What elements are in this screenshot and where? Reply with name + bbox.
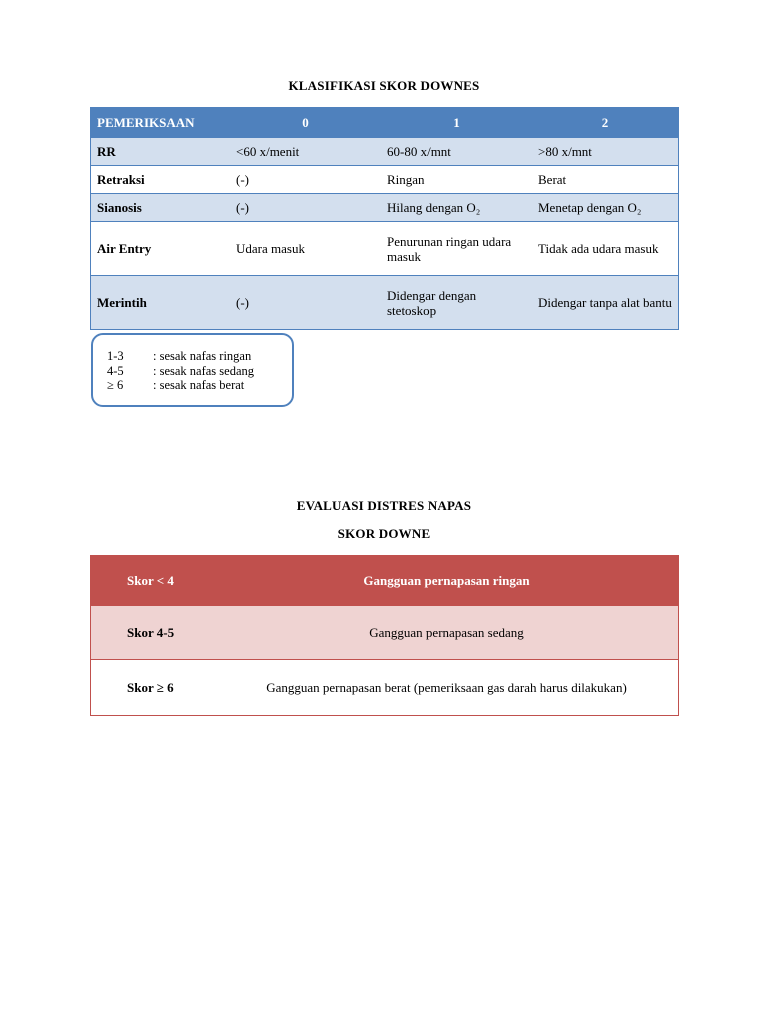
table-cell: Hilang dengan O₂ [387, 199, 481, 215]
legend-item [107, 349, 292, 364]
score-description: Gangguan pernapasan berat (pemeriksaan gas darah harus dilakukan) [266, 679, 627, 695]
table-cell: 60-80 x/mnt [387, 143, 451, 159]
row-label: Retraksi [97, 171, 145, 187]
table-row [91, 165, 678, 193]
header-cell: 1 [453, 114, 460, 130]
row-label: Sianosis [97, 199, 142, 215]
table-row [91, 659, 678, 715]
title-skor-downe: SKOR DOWNE [337, 526, 431, 541]
score-legend-box [91, 333, 294, 407]
row-label: Air Entry [97, 240, 152, 256]
table-cell: Tidak ada udara masuk [538, 241, 659, 256]
table-row [91, 605, 678, 659]
table-cell: Udara masuk [236, 240, 305, 256]
table-row [91, 556, 678, 605]
table-cell: <60 x/menit [236, 143, 300, 159]
title-evaluasi: EVALUASI DISTRES NAPAS [296, 498, 472, 513]
table-cell: (-) [236, 294, 249, 310]
title-klasifikasi: KLASIFIKASI SKOR DOWNES [288, 78, 480, 93]
table-cell: (-) [236, 199, 249, 215]
table-row [91, 137, 678, 165]
table-row [91, 193, 678, 221]
header-cell: PEMERIKSAAN [97, 114, 195, 130]
score-label: Skor ≥ 6 [127, 679, 174, 695]
table-cell: (-) [236, 171, 249, 187]
legend-key: 4-5 [107, 363, 124, 378]
table-row [91, 221, 678, 275]
table-row [91, 275, 678, 329]
table-cell: Didengar dengan stetoskop [387, 287, 477, 318]
table-cell: Didengar tanpa alat bantu [538, 295, 672, 310]
legend-value: : sesak nafas sedang [153, 363, 255, 378]
distress-evaluation-table [90, 555, 679, 716]
score-label: Skor < 4 [127, 572, 174, 588]
row-label: RR [97, 143, 116, 159]
header-cell: 0 [302, 114, 309, 130]
legend-key: ≥ 6 [107, 378, 124, 392]
table-cell: Menetap dengan O₂ [538, 199, 642, 215]
table-cell: Penurunan ringan udara masuk [387, 233, 512, 264]
legend-value: : sesak nafas berat [153, 378, 245, 392]
legend-value: : sesak nafas ringan [153, 349, 252, 363]
table-cell: Ringan [387, 171, 425, 187]
legend-item [107, 378, 292, 393]
table-cell: Berat [538, 171, 567, 187]
score-description: Gangguan pernapasan sedang [369, 624, 524, 640]
score-description: Gangguan pernapasan ringan [363, 572, 530, 588]
downes-score-table [90, 107, 679, 330]
table-header-row [91, 108, 678, 137]
legend-key: 1-3 [107, 349, 124, 363]
table-cell: >80 x/mnt [538, 143, 592, 159]
header-cell: 2 [601, 114, 609, 130]
score-label: Skor 4-5 [127, 624, 175, 640]
row-label: Merintih [97, 294, 147, 310]
legend-item [107, 364, 292, 379]
